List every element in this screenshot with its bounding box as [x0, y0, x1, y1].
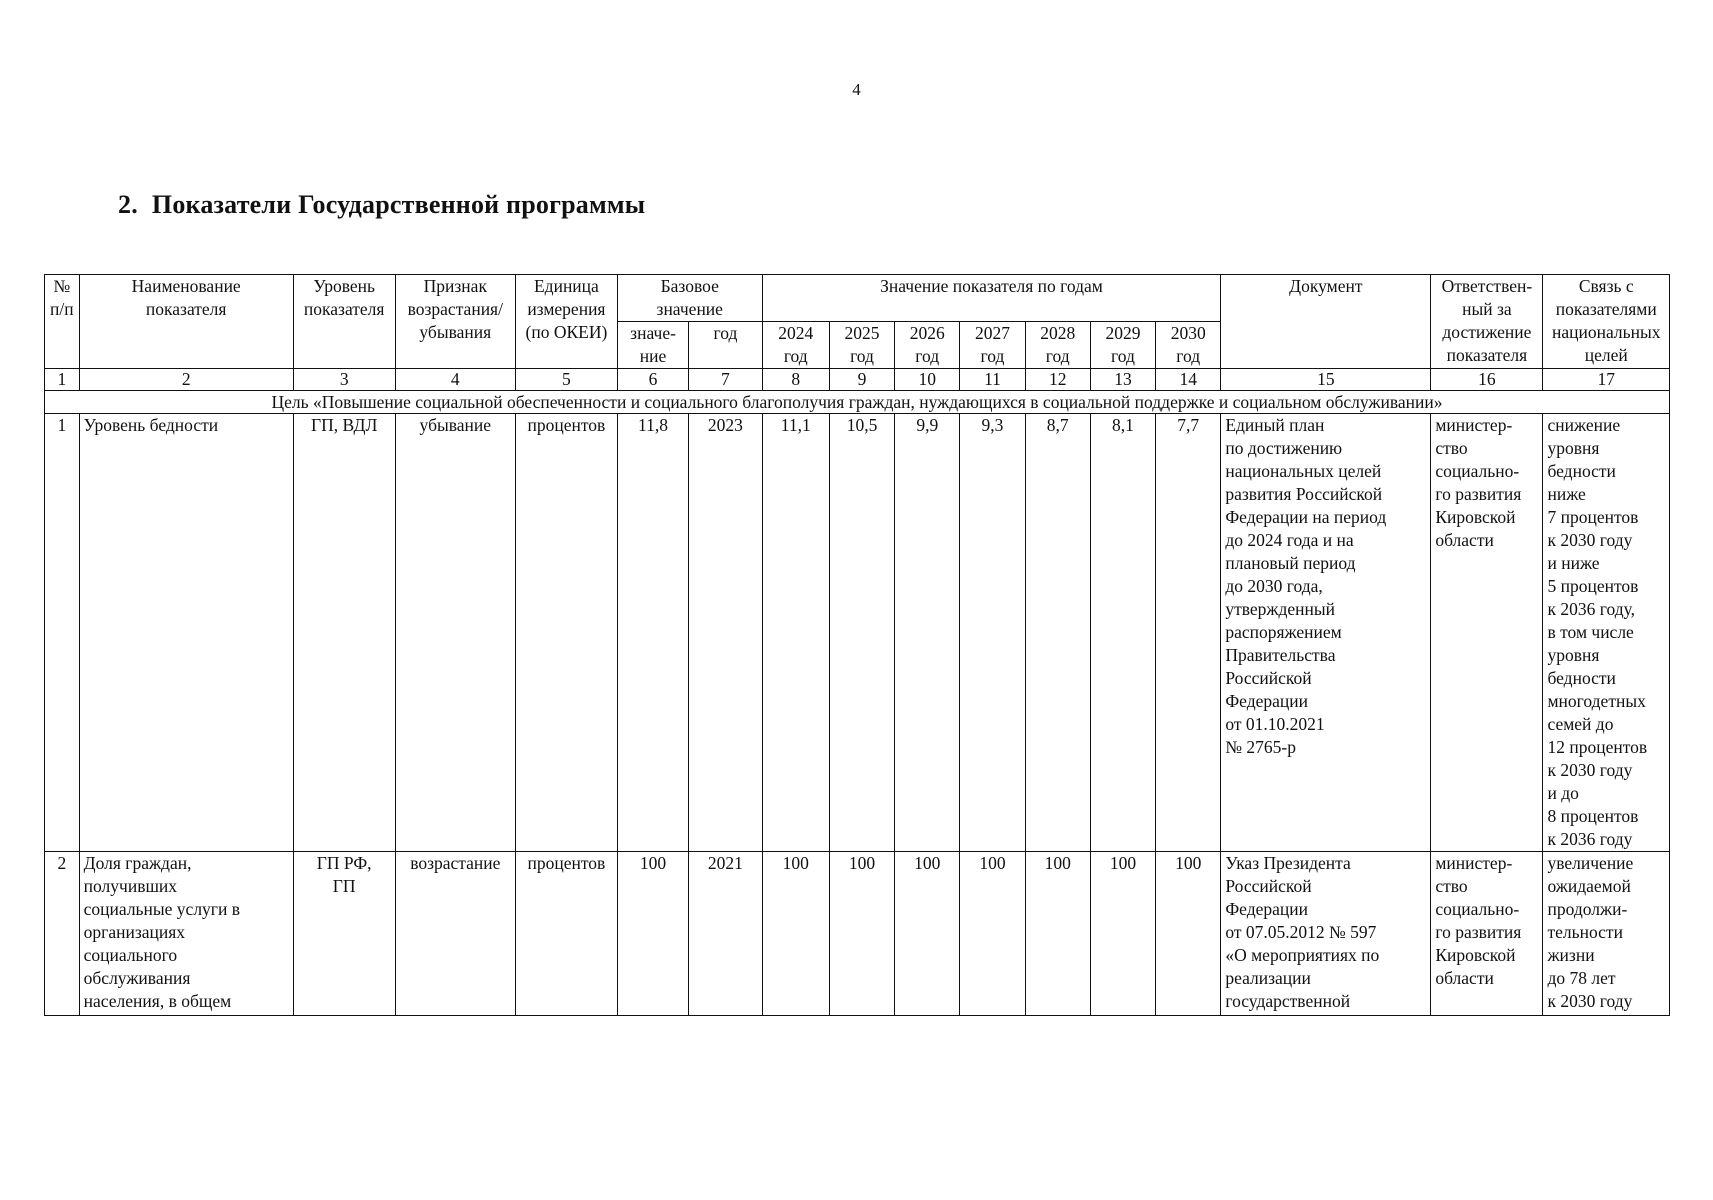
- column-number: 11: [960, 369, 1025, 391]
- column-numbers-row: [45, 369, 1670, 391]
- indicator-name: Уровень бедности: [79, 414, 293, 852]
- header-level: Уровень показателя: [293, 275, 395, 369]
- value-2030: 100: [1156, 852, 1221, 1016]
- header-base: Базовое значение: [617, 275, 762, 322]
- value-2024: 11,1: [762, 414, 829, 852]
- section-title: [118, 190, 645, 220]
- page-number: 4: [852, 80, 861, 99]
- header-year-2024: 2024 год: [762, 322, 829, 369]
- header-responsible: Ответствен- ный за достижение показателя: [1431, 275, 1543, 369]
- header-num: № п/п: [45, 275, 80, 369]
- column-number: 12: [1025, 369, 1090, 391]
- indicator-level: ГП, ВДЛ: [293, 414, 395, 852]
- indicator-unit: процентов: [515, 414, 617, 852]
- header-year-2025: 2025 год: [829, 322, 894, 369]
- goal-text: Цель «Повышение социальной обеспеченности и социального благополучия граждан, нуждающихся в социальной поддержке и социальном обслуживании»: [45, 391, 1670, 414]
- value-2030: 7,7: [1156, 414, 1221, 852]
- base-value: 11,8: [617, 414, 688, 852]
- indicator-trend: убывание: [395, 414, 515, 852]
- base-year: 2023: [689, 414, 762, 852]
- section-title-text: Показатели Государственной программы: [151, 190, 646, 219]
- value-2025: 10,5: [829, 414, 894, 852]
- column-number: 4: [395, 369, 515, 391]
- column-number: 7: [689, 369, 762, 391]
- column-number: 8: [762, 369, 829, 391]
- column-number: 16: [1431, 369, 1543, 391]
- header-trend: Признак возрастания/ убывания: [395, 275, 515, 369]
- column-number: 2: [79, 369, 293, 391]
- value-2024: 100: [762, 852, 829, 1016]
- header-unit: Единица измерения (по ОКЕИ): [515, 275, 617, 369]
- header-year-2029: 2029 год: [1090, 322, 1155, 369]
- value-2025: 100: [829, 852, 894, 1016]
- value-2026: 9,9: [895, 414, 960, 852]
- header-year-2027: 2027 год: [960, 322, 1025, 369]
- responsible-body: министер- ство социально- го развития Кировской области: [1431, 414, 1543, 852]
- column-number: 10: [895, 369, 960, 391]
- header-year-2026: 2026 год: [895, 322, 960, 369]
- column-number: 6: [617, 369, 688, 391]
- base-year: 2021: [689, 852, 762, 1016]
- header-year-2030: 2030 год: [1156, 322, 1221, 369]
- value-2026: 100: [895, 852, 960, 1016]
- table-row: [45, 852, 1670, 1016]
- base-value: 100: [617, 852, 688, 1016]
- column-number: 14: [1156, 369, 1221, 391]
- column-number: 17: [1543, 369, 1670, 391]
- header-row-1: [45, 275, 1670, 322]
- column-number: 5: [515, 369, 617, 391]
- value-2027: 100: [960, 852, 1025, 1016]
- header-base-year: год: [689, 322, 762, 369]
- header-by-years: Значение показателя по годам: [762, 275, 1221, 322]
- indicator-name: Доля граждан, получивших социальные услуги в организациях социального обслуживания населения, в общем: [79, 852, 293, 1016]
- header-name: Наименование показателя: [79, 275, 293, 369]
- national-goal-link: снижение уровня бедности ниже 7 процентов к 2030 году и ниже 5 процентов к 2036 году, в том числе уровня бедности многодетных семей до 12 процентов к 2030 году и до 8 процентов к 2036 году: [1543, 414, 1670, 852]
- section-number: 2.: [118, 190, 138, 219]
- header-document: Документ: [1221, 275, 1431, 369]
- column-number: 13: [1090, 369, 1155, 391]
- column-number: 3: [293, 369, 395, 391]
- table-row: [45, 414, 1670, 852]
- value-2028: 100: [1025, 852, 1090, 1016]
- header-link: Связь с показателями национальных целей: [1543, 275, 1670, 369]
- indicator-level: ГП РФ, ГП: [293, 852, 395, 1016]
- column-number: 1: [45, 369, 80, 391]
- indicator-trend: возрастание: [395, 852, 515, 1016]
- header-year-2028: 2028 год: [1025, 322, 1090, 369]
- national-goal-link: увеличение ожидаемой продолжи- тельности жизни до 78 лет к 2030 году: [1543, 852, 1670, 1016]
- document-ref: Указ Президента Российской Федерации от 07.05.2012 № 597 «О мероприятиях по реализации государственной: [1221, 852, 1431, 1016]
- indicators-table: [44, 274, 1670, 1016]
- responsible-body: министер- ство социально- го развития Кировской области: [1431, 852, 1543, 1016]
- header-base-value: значе- ние: [617, 322, 688, 369]
- column-number: 15: [1221, 369, 1431, 391]
- value-2029: 100: [1090, 852, 1155, 1016]
- goal-row: [45, 391, 1670, 414]
- value-2028: 8,7: [1025, 414, 1090, 852]
- indicator-unit: процентов: [515, 852, 617, 1016]
- row-num: 2: [45, 852, 80, 1016]
- value-2029: 8,1: [1090, 414, 1155, 852]
- row-num: 1: [45, 414, 80, 852]
- document-ref: Единый план по достижению национальных целей развития Российской Федерации на период до 2024 года и на плановый период до 2030 года, утвержденный распоряжением Правительства Российской Федерации от 01.10.2021 № 2765-р: [1221, 414, 1431, 852]
- column-number: 9: [829, 369, 894, 391]
- value-2027: 9,3: [960, 414, 1025, 852]
